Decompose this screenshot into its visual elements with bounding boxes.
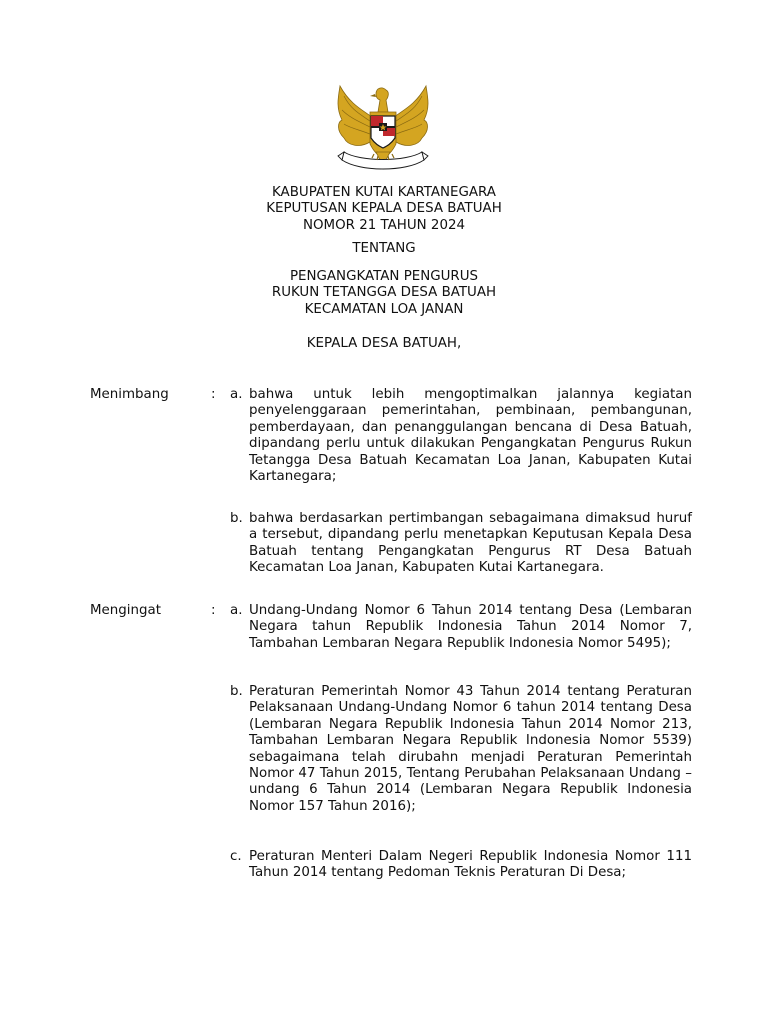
item-marker: b. xyxy=(230,684,243,699)
decree-title: KEPUTUSAN KEPALA DESA BATUAH xyxy=(266,201,502,217)
item-text: Peraturan Menteri Dalam Negeri Republik Indonesia Nomor 111 Tahun 2014 tentang Pedoman Teknis Peraturan Di Desa; xyxy=(249,849,692,881)
decree-number: NOMOR 21 TAHUN 2024 xyxy=(302,217,466,233)
tentang-label: TENTANG xyxy=(352,241,416,256)
item-text: bahwa berdasarkan pertimbangan sebagaimana dimaksud huruf a tersebut, dipandang perlu menetapkan Keputusan Kepala Desa Batuah tentang Pengangkatan Pengurus RT Desa Batuah Kecamatan Loa Janan, Kabupaten Kutai Kartanegara. xyxy=(249,511,692,576)
garuda-head xyxy=(376,88,388,112)
official-heading xyxy=(0,336,768,352)
subject-line-3: KECAMATAN LOA JANAN xyxy=(304,301,464,317)
decree-subject xyxy=(0,269,768,318)
subject-line-2: RUKUN TETANGGA DESA BATUAH xyxy=(271,285,497,301)
item-text: Undang-Undang Nomor 6 Tahun 2014 tentang Desa (Lembaran Negara tahun Republik Indonesia Tahun 2014 Nomor 7, Tambahan Lembaran Negara Republik Indonesia Nomor 5495); xyxy=(249,603,692,651)
item-marker: a. xyxy=(230,387,243,402)
mengingat-label: Mengingat xyxy=(90,603,161,618)
menimbang-colon: : xyxy=(211,387,216,402)
official-title: KEPALA DESA BATUAH, xyxy=(306,336,462,351)
item-text: bahwa untuk lebih mengoptimalkan jalannya kegiatan penyelenggaraan pemerintahan, pembinaan, pembangunan, pemberdayaan, dan penanggulangan bencana di Desa Batuah, dipandang perlu untuk dilakukan Pengangkatan Pengurus Rukun Tetangga Desa Batuah Kecamatan Loa Janan, Kabupaten Kutai Kartanegara; xyxy=(249,387,692,485)
item-marker: c. xyxy=(230,849,242,864)
subject-line-1: PENGANGKATAN PENGURUS xyxy=(289,269,479,284)
item-marker: a. xyxy=(230,603,243,618)
item-text: Peraturan Pemerintah Nomor 43 Tahun 2014 tentang Peraturan Pelaksanaan Undang-Undang Nomor 6 tahun 2014 tentang Desa (Lembaran Negara Republik Indonesia Tahun 2014 Nomor 213, Tambahan Lembaran Negara Republik Indonesia Nomor 5539) sebagaimana telah dirubahn menjadi Peraturan Pemerintah Nomor 47 Tahun 2015, Tentang Perubahan Pelaksanaan Undang – undang 6 Tahun 2014 (Lembaran Negara Republik Indonesia Nomor 157 Tahun 2016); xyxy=(249,684,692,814)
mengingat-colon: : xyxy=(211,603,216,618)
menimbang-label: Menimbang xyxy=(90,387,169,402)
tentang-heading xyxy=(0,241,768,257)
document-header xyxy=(0,185,768,234)
item-marker: b. xyxy=(230,511,243,526)
garuda-pancasila-emblem xyxy=(330,82,436,174)
regency-name: KABUPATEN KUTAI KARTANEGARA xyxy=(272,185,496,200)
